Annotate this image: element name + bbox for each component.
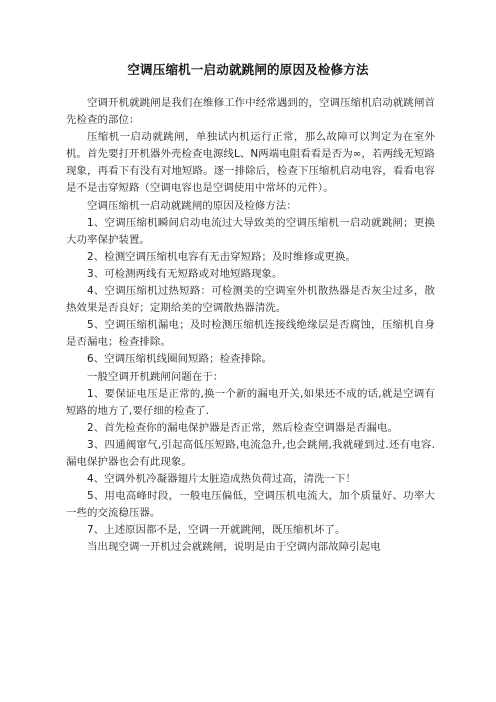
list-item: 1、要保证电压是正常的,换一个新的漏电开关,如果还不成的话,就是空调有短路的地方了,要仔细的检查了. [66, 387, 435, 417]
paragraph: 当出现空调一开机过会就跳闸，说明是由于空调内部故障引起电 [87, 541, 381, 554]
paragraph: 一般空调开机跳闸问题在于： [87, 370, 224, 383]
list-item: 4、空调外机冷凝器翅片太脏造成热负荷过高，清洗一下！ [87, 473, 356, 486]
list-item: 6、空调压缩机线圈间短路；检查排除。 [87, 353, 273, 366]
document-title: 空调压缩机一启动就跳闸的原因及检修方法 [127, 62, 369, 77]
list-item: 5、用电高峰时段，一般电压偏低，空调压机电流大，加个质量好、功率大一些的交流稳压器。 [66, 490, 435, 520]
list-item: 2、首先检查你的漏电保护器是否正常，然后检查空调器是否漏电。 [87, 421, 398, 434]
list-item: 3、四通阀窜气,引起高低压短路,电流急升,也会跳闸,我就碰到过.还有电容.漏电保护器也会有此现象。 [66, 438, 435, 468]
list-item: 5、空调压缩机漏电；及时检测压缩机连接线绝缘层是否腐蚀，压缩机自身是否漏电；检查排除。 [66, 319, 435, 349]
list-item: 4、空调压缩机过热短路：可检测美的空调室外机散热器是否灰尘过多，散热效果是否良好；定期给美的空调散热器清洗。 [66, 285, 435, 315]
list-item: 7、上述原因都不是，空调一开就跳闸，既压缩机坏了。 [87, 524, 346, 537]
paragraph: 空调压缩机一启动就跳闸的原因及检修方法： [87, 199, 297, 212]
list-item: 1、空调压缩机瞬间启动电流过大导致美的空调压缩机一启动就跳闸；更换大功率保护装置。 [66, 216, 435, 246]
list-item: 3、可检测两线有无短路或对地短路现象。 [87, 267, 283, 280]
paragraph: 空调开机就跳闸是我们在维修工作中经常遇到的，空调压缩机启动就跳闸首先检查的部位： [66, 97, 435, 127]
document-body [66, 95, 435, 557]
list-item: 2、检测空调压缩机电容有无击穿短路；及时维修或更换。 [87, 250, 356, 263]
paragraph: 压缩机一启动就跳闸，单独试内机运行正常，那么故障可以判定为在室外机。首先要打开机器外壳检查电源线L、N两端电阻看看是否为∞，若两线无短路现象，再看下有没有对地短路。逐一排除后，检查下压缩机启动电容，看看电容是不是击穿短路（空调电容也是空调使用中常坏的元件）。 [66, 131, 435, 195]
